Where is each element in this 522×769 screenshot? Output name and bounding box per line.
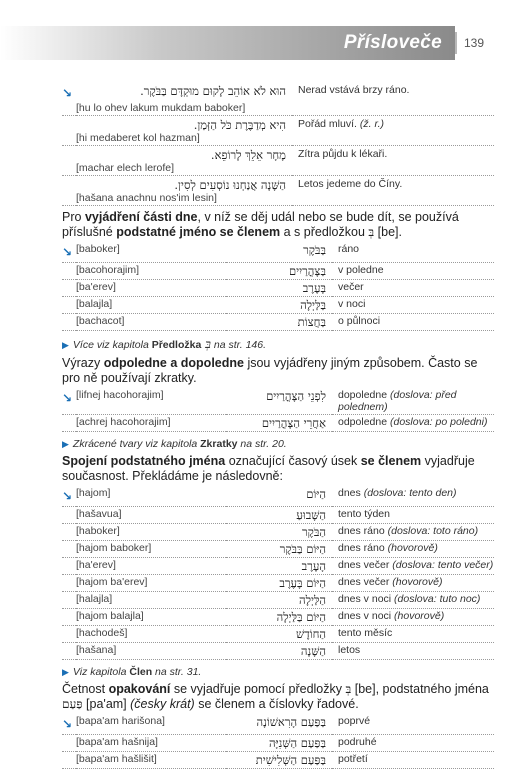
czech-note: (hovorově) [387, 542, 438, 554]
proverbs-table [62, 82, 494, 206]
czech-translation: dnes večer [338, 559, 390, 571]
transliteration: [bapa'am hašlišit] [76, 752, 226, 769]
page-number: 139 [464, 36, 485, 50]
list-item [62, 541, 494, 558]
arrow-cell [62, 524, 76, 541]
list-item [62, 752, 494, 769]
transliteration: [bapa'am harišona] [76, 714, 226, 735]
arrow-cell [62, 242, 76, 263]
transliteration: [haboker] [76, 524, 226, 541]
czech-translation: dopoledne [338, 389, 388, 401]
czech-translation: tento týden [338, 508, 390, 520]
hebrew-text: בַּצָּהֳרַיִים [226, 263, 332, 280]
list-item [62, 735, 494, 752]
proverb-translit-row [62, 162, 494, 176]
czech-translation: v noci [338, 298, 366, 310]
page-title: Přísloveče [343, 32, 442, 53]
czech-translation: dnes v noci [338, 610, 392, 622]
hebrew-text: הַשָּׁבוּעַ [226, 507, 332, 524]
czech-text [332, 524, 494, 541]
list-item [62, 314, 494, 331]
proverb-translit-row [62, 102, 494, 116]
czech-text [292, 176, 494, 193]
transliteration: [machar elech lerofe] [76, 162, 494, 176]
arrow-cell [62, 146, 76, 163]
arrow-cell [62, 314, 76, 331]
proverb-row [62, 176, 494, 193]
hebrew-text: אַחֲרֵי הַצָּהֳרַיִים [226, 415, 332, 432]
czech-text [332, 280, 494, 297]
czech-translation: Letos jedeme do Číny. [298, 178, 403, 190]
hebrew-text: לִפְנֵי הַצָּהֳרַיִים [226, 388, 332, 415]
list-item [62, 486, 494, 507]
arrow-cell [62, 263, 76, 280]
transliteration: [ba'erev] [76, 280, 226, 297]
transliteration: [halajla] [76, 592, 226, 609]
hebrew-text: הַשָּׁנָה אֲנַחְנוּ נוֹסְעִים לְסִין. [174, 178, 286, 192]
transliteration: [bachacot] [76, 314, 226, 331]
paragraph-frequency: Četnost opakování se vyjadřuje pomocí předložky בְּ [be], podstatného jména פַּעַם [pa'am] (česky krát) se členem a číslovky řadové. [62, 682, 489, 711]
proverb-row [62, 82, 494, 102]
czech-text [332, 297, 494, 314]
spacer-cell [62, 102, 76, 116]
day-parts-table [62, 242, 494, 331]
czech-translation: podruhé [338, 736, 377, 748]
hebrew-text: מָחָר אֵלֵךְ לָרוֹפֵא. [210, 148, 286, 162]
list-item [62, 388, 494, 415]
czech-note: (hovorově) [394, 610, 445, 622]
list-item [62, 242, 494, 263]
hebrew-text: הִיא מְדַבֶּרֶת כֹּל הַזְּמַן. [193, 118, 286, 132]
list-item [62, 714, 494, 735]
czech-translation: letos [338, 644, 361, 656]
arrow-cell [62, 486, 76, 507]
transliteration: [hašana anachnu nos'im lesin] [76, 192, 494, 206]
reference-clen: ▶ Viz kapitola Člen na str. 31. [62, 666, 202, 678]
czech-note: (doslova: tento večer) [392, 559, 494, 571]
czech-text [332, 263, 494, 280]
list-item [62, 297, 494, 314]
czech-text [292, 82, 494, 102]
present-table [62, 486, 494, 660]
hebrew-text: בַּחֲצוֹת [226, 314, 332, 331]
czech-text [332, 626, 494, 643]
czech-text [332, 314, 494, 331]
reference-predlozka: ▶ Více viz kapitola Předložka בְּ na str. 146. [62, 337, 267, 351]
arrow-cell [62, 714, 76, 735]
czech-text [332, 735, 494, 752]
transliteration: [baboker] [76, 242, 226, 263]
list-item [62, 507, 494, 524]
czech-text [292, 116, 494, 133]
czech-translation: dnes večer [338, 576, 390, 588]
czech-text [332, 558, 494, 575]
czech-translation: ráno [338, 243, 360, 255]
czech-note: (doslova: před polednem) [338, 389, 457, 413]
czech-note: (doslova: tento den) [363, 487, 457, 499]
czech-translation: dnes ráno [338, 525, 385, 537]
czech-note: (ž. r.) [359, 118, 384, 130]
czech-text [332, 486, 494, 507]
arrow-cell [62, 82, 76, 102]
arrow-cell [62, 116, 76, 133]
czech-translation: poprvé [338, 715, 371, 727]
arrow-cell [62, 609, 76, 626]
list-item [62, 609, 494, 626]
list-item [62, 643, 494, 660]
hebrew-text: בַּלַּיְלָה [226, 297, 332, 314]
arrow-icon: ↘ [62, 391, 73, 405]
triangle-icon: ▶ [62, 439, 69, 449]
frequency-table [62, 714, 494, 769]
czech-text [332, 541, 494, 558]
transliteration: [bacohorajim] [76, 263, 226, 280]
header-divider [455, 32, 457, 54]
reference-zkratky: ▶ Zkrácené tvary viz kapitola Zkratky na str. 20. [62, 438, 287, 450]
arrow-icon: ↘ [62, 86, 73, 100]
czech-translation: potřetí [338, 753, 368, 765]
arrow-icon: ↘ [62, 717, 73, 731]
arrow-icon: ↘ [62, 489, 73, 503]
czech-text [332, 415, 494, 432]
list-item [62, 558, 494, 575]
page-header [0, 26, 522, 60]
arrow-cell [62, 558, 76, 575]
czech-translation: Pořád mluví. [298, 118, 357, 130]
transliteration: [hi medaberet kol hazman] [76, 132, 494, 146]
spacer-cell [62, 132, 76, 146]
proverb-row [62, 146, 494, 163]
czech-text [332, 643, 494, 660]
arrow-cell [62, 752, 76, 769]
transliteration: [hajom ba'erev] [76, 575, 226, 592]
hebrew-text: הַחוֹדֶשׁ [226, 626, 332, 643]
spacer-cell [62, 162, 76, 176]
czech-text [332, 752, 494, 769]
proverb-translit-row [62, 192, 494, 206]
czech-translation: dnes [338, 487, 361, 499]
arrow-cell [62, 280, 76, 297]
paragraph-halves: Výrazy odpoledne a dopoledne jsou vyjádřeny jiným způsobem. Často se pro ně používají zkratky. [62, 356, 478, 385]
czech-text [332, 242, 494, 263]
arrow-cell [62, 541, 76, 558]
czech-note: (doslova: tuto noc) [394, 593, 481, 605]
arrow-cell [62, 575, 76, 592]
triangle-icon: ▶ [62, 667, 69, 677]
arrow-cell [62, 643, 76, 660]
czech-translation: večer [338, 281, 364, 293]
transliteration: [lifnej hacohorajim] [76, 388, 226, 415]
transliteration: [hašavua] [76, 507, 226, 524]
list-item [62, 280, 494, 297]
arrow-cell [62, 176, 76, 193]
proverb-translit-row [62, 132, 494, 146]
czech-translation: tento měsíc [338, 627, 393, 639]
hebrew-text: הַשָּׁנָה [226, 643, 332, 660]
transliteration: [achrej hacohorajim] [76, 415, 226, 432]
czech-text [332, 575, 494, 592]
czech-text [332, 609, 494, 626]
list-item [62, 575, 494, 592]
arrow-cell [62, 297, 76, 314]
transliteration: [ha'erev] [76, 558, 226, 575]
czech-translation: dnes v noci [338, 593, 392, 605]
hebrew-text: בַּפַּעַם הַשְּׁנִיָּה [226, 735, 332, 752]
hebrew-text: הָעֶרֶב [226, 558, 332, 575]
spacer-cell [62, 192, 76, 206]
proverb-row [62, 116, 494, 133]
transliteration: [hachodeš] [76, 626, 226, 643]
czech-translation: Zítra půjdu k lékaři. [298, 148, 388, 160]
arrow-cell [62, 388, 76, 415]
czech-text [332, 714, 494, 735]
list-item [62, 524, 494, 541]
paragraph-day-parts: Pro vyjádření části dne, v níž se děj udál nebo se bude dít, se používá příslušné podstatné jméno se členem a s předložkou בְּ [be]. [62, 210, 459, 239]
arrow-cell [62, 415, 76, 432]
hebrew-text: הַיּוֹם בָּעֶרֶב [226, 575, 332, 592]
transliteration: [hašana] [76, 643, 226, 660]
czech-text [292, 146, 494, 163]
czech-translation: Nerad vstává brzy ráno. [298, 84, 410, 96]
hebrew-text: הַיּוֹם בַּבֹּקֶר [226, 541, 332, 558]
czech-note: (doslova: po poledni) [389, 416, 488, 428]
czech-text [332, 388, 494, 415]
czech-translation: odpoledne [338, 416, 388, 428]
list-item [62, 626, 494, 643]
czech-translation: o půlnoci [338, 315, 381, 327]
hebrew-text: בַּבֹּקֶר [226, 242, 332, 263]
hebrew-text: הוּא לֹא אוֹהֵב לָקוּם מוּקְדָּם בַּבֹּקֶר. [140, 84, 286, 98]
arrow-cell [62, 626, 76, 643]
hebrew-text: בָּעֶרֶב [226, 280, 332, 297]
hebrew-text: בַּפַּעַם הַשְּׁלִישִׁית [226, 752, 332, 769]
paragraph-present: Spojení podstatného jména označující časový úsek se členem vyjadřuje současnost. Překládáme je následovně: [62, 454, 475, 483]
arrow-icon: ↘ [62, 245, 73, 259]
transliteration: [hajom baboker] [76, 541, 226, 558]
hebrew-text: הַיּוֹם [226, 486, 332, 507]
transliteration: [hu lo ohev lakum mukdam baboker] [76, 102, 494, 116]
transliteration: [hajom] [76, 486, 226, 507]
triangle-icon: ▶ [62, 340, 69, 350]
czech-text [332, 507, 494, 524]
arrow-cell [62, 735, 76, 752]
hebrew-text: הַיּוֹם בַּלַּיְלָה [226, 609, 332, 626]
hebrew-text: הַלַּיְלָה [226, 592, 332, 609]
transliteration: [bapa'am hašnija] [76, 735, 226, 752]
hebrew-text: בַּפַּעַם הָרִאשׁוֹנָה [226, 714, 332, 735]
arrow-cell [62, 592, 76, 609]
czech-text [332, 592, 494, 609]
halves-table [62, 388, 494, 432]
czech-note: (doslova: toto ráno) [387, 525, 479, 537]
czech-translation: dnes ráno [338, 542, 385, 554]
czech-translation: v poledne [338, 264, 384, 276]
transliteration: [hajom balajla] [76, 609, 226, 626]
list-item [62, 592, 494, 609]
hebrew-text: הַבֹּקֶר [226, 524, 332, 541]
list-item [62, 263, 494, 280]
czech-note: (hovorově) [392, 576, 443, 588]
transliteration: [balajla] [76, 297, 226, 314]
arrow-cell [62, 507, 76, 524]
list-item [62, 415, 494, 432]
page-content [62, 82, 494, 769]
